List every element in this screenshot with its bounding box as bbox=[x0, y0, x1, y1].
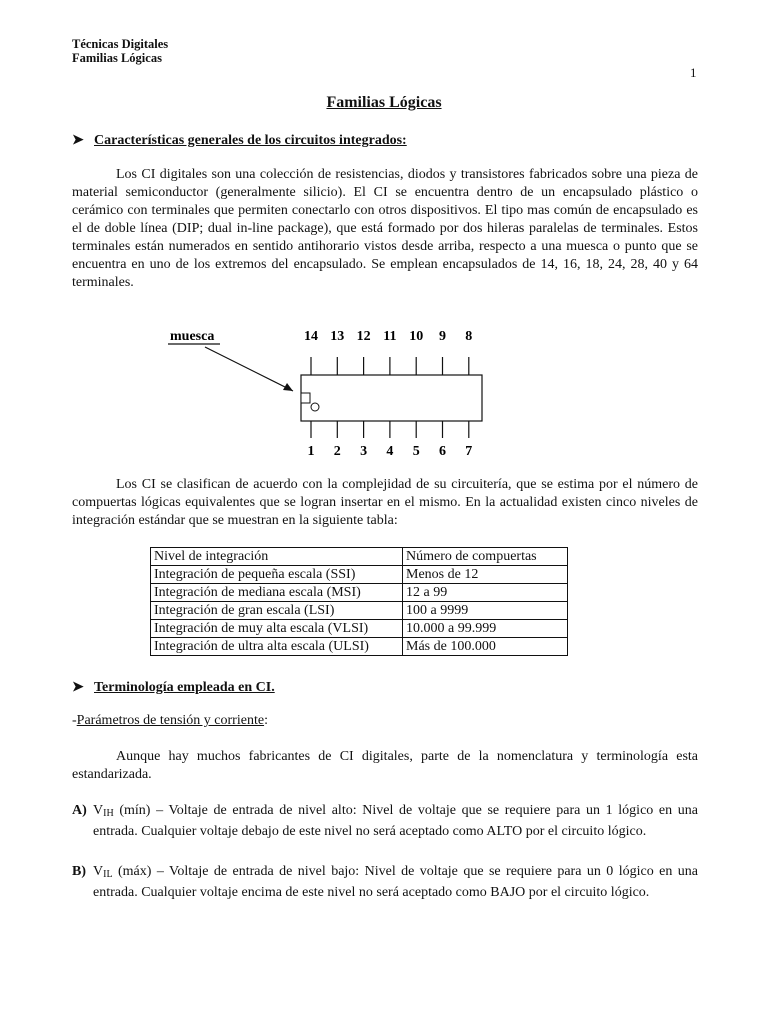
section2-heading-text: Terminología empleada en CI. bbox=[94, 680, 275, 695]
subheading-suffix: : bbox=[264, 713, 268, 728]
table-row bbox=[151, 638, 568, 656]
table-cell-level: Integración de mediana escala (MSI) bbox=[151, 584, 403, 602]
page-title: Familias Lógicas bbox=[326, 94, 442, 111]
document-header bbox=[72, 37, 168, 65]
section1-paragraph-text: Los CI digitales son una colección de resistencias, diodos y transistores fabricados sobre una pieza de material semiconductor (generalmente silicio). El CI se encuentra dentro de un encapsulado plástico o cerámico con terminales que permiten conectarlo con otros dispositivos. El tipo mas común de encapsulado es el de doble línea (DIP; dual in-line package), que está formado por dos hileras paralelas de terminales. Estos terminales están numerados en sentido antihorario vistos desde arriba, respecto a una muesca o punto que se encuentra en uno de los extremos del encapsulado. Se emplean encapsulados de 14, 16, 18, 24, 28, 40 y 64 terminales. bbox=[72, 167, 698, 290]
bottom-pin-group bbox=[308, 421, 473, 459]
bottom-pin-number-2: 2 bbox=[333, 444, 341, 459]
item-label: B) bbox=[72, 864, 86, 879]
bottom-pin-number-4: 4 bbox=[386, 444, 394, 459]
page-number: 1 bbox=[690, 65, 697, 80]
arrow-bullet-icon: ➤ bbox=[72, 680, 84, 695]
item-body bbox=[93, 802, 698, 841]
bottom-pin-number-1: 1 bbox=[307, 444, 315, 459]
top-pin-number-12: 12 bbox=[356, 329, 371, 344]
top-pin-number-14: 14 bbox=[304, 329, 318, 344]
section1-heading-text: Características generales de los circuitos integrados: bbox=[94, 133, 407, 148]
bottom-pin-number-6: 6 bbox=[439, 444, 446, 459]
paragraph2 bbox=[72, 476, 698, 530]
table-cell-level: Integración de gran escala (LSI) bbox=[151, 602, 403, 620]
section1-heading bbox=[72, 132, 407, 149]
header-course: Técnicas Digitales bbox=[72, 37, 169, 51]
item-subscript: IH bbox=[103, 808, 114, 819]
list-item bbox=[72, 802, 698, 841]
item-subscript: IL bbox=[103, 869, 113, 880]
table-cell-gates: 10.000 a 99.999 bbox=[403, 620, 568, 638]
bottom-pin-number-7: 7 bbox=[465, 444, 473, 459]
table-row bbox=[151, 584, 568, 602]
bottom-pin-number-3: 3 bbox=[360, 444, 368, 459]
integration-levels-table bbox=[150, 547, 568, 656]
section2-subheading bbox=[72, 713, 268, 729]
notch-pointer-arrow bbox=[205, 347, 293, 391]
section1-paragraph bbox=[72, 166, 698, 292]
dip-diagram bbox=[150, 320, 510, 460]
table-row bbox=[151, 566, 568, 584]
subheading-prefix: - bbox=[72, 713, 77, 728]
item-label: A) bbox=[72, 803, 87, 818]
table-cell-level: Integración de ultra alta escala (ULSI) bbox=[151, 638, 403, 656]
table-cell-gates: Más de 100.000 bbox=[403, 638, 568, 656]
table-row bbox=[151, 620, 568, 638]
list-item bbox=[72, 863, 698, 902]
table-cell-level: Integración de muy alta escala (VLSI) bbox=[151, 620, 403, 638]
top-pin-number-9: 9 bbox=[439, 329, 446, 344]
table-cell-gates: Menos de 12 bbox=[403, 566, 568, 584]
top-pin-number-8: 8 bbox=[465, 329, 473, 344]
section2-paragraph bbox=[72, 748, 698, 784]
table-header-cell: Número de compuertas bbox=[403, 548, 568, 566]
table-header-cell: Nivel de integración bbox=[151, 548, 403, 566]
paragraph2-text: Los CI se clasifican de acuerdo con la complejidad de su circuitería, que se estima por el número de compuertas lógicas equivalentes que se logran insertar en el mismo. En la actualidad existen cinco niveles de integración estándar que se muestran en la siguiente tabla: bbox=[72, 477, 698, 528]
chip-body bbox=[301, 375, 482, 421]
top-pin-number-11: 11 bbox=[383, 329, 397, 344]
notch-label: muesca bbox=[170, 329, 215, 344]
top-pin-group bbox=[304, 329, 472, 375]
section2-paragraph-text: Aunque hay muchos fabricantes de CI digitales, parte de la nomenclatura y terminología esta estandarizada. bbox=[72, 749, 698, 782]
table-row bbox=[151, 602, 568, 620]
item-body bbox=[93, 863, 698, 902]
pin1-dot-marker bbox=[311, 403, 319, 411]
header-topic: Familias Lógicas bbox=[72, 51, 162, 65]
arrow-bullet-icon: ➤ bbox=[72, 133, 84, 148]
top-pin-number-10: 10 bbox=[409, 329, 424, 344]
item-text: (mín) – Voltaje de entrada de nivel alto: Nivel de voltaje que se requiere para un 1 lógico en una entrada. Cualquier voltaje debajo de este nivel no será aceptado como ALTO por el circuito lógico. bbox=[93, 803, 698, 839]
section2-heading bbox=[72, 679, 275, 696]
chip-notch bbox=[301, 393, 310, 403]
subheading-text: Parámetros de tensión y corriente bbox=[76, 713, 265, 728]
bottom-pin-number-5: 5 bbox=[412, 444, 420, 459]
table-header-row bbox=[151, 548, 568, 566]
top-pin-number-13: 13 bbox=[330, 329, 345, 344]
table-cell-gates: 100 a 9999 bbox=[403, 602, 568, 620]
table-cell-gates: 12 a 99 bbox=[403, 584, 568, 602]
table-cell-level: Integración de pequeña escala (SSI) bbox=[151, 566, 403, 584]
item-text: (máx) – Voltaje de entrada de nivel bajo: Nivel de voltaje que se requiere para un 0 lógico en una entrada. Cualquier voltaje encima de este nivel no será aceptado como BAJO por el circuito lógico. bbox=[93, 864, 698, 900]
item-symbol: V bbox=[93, 864, 104, 879]
item-symbol: V bbox=[93, 803, 104, 818]
